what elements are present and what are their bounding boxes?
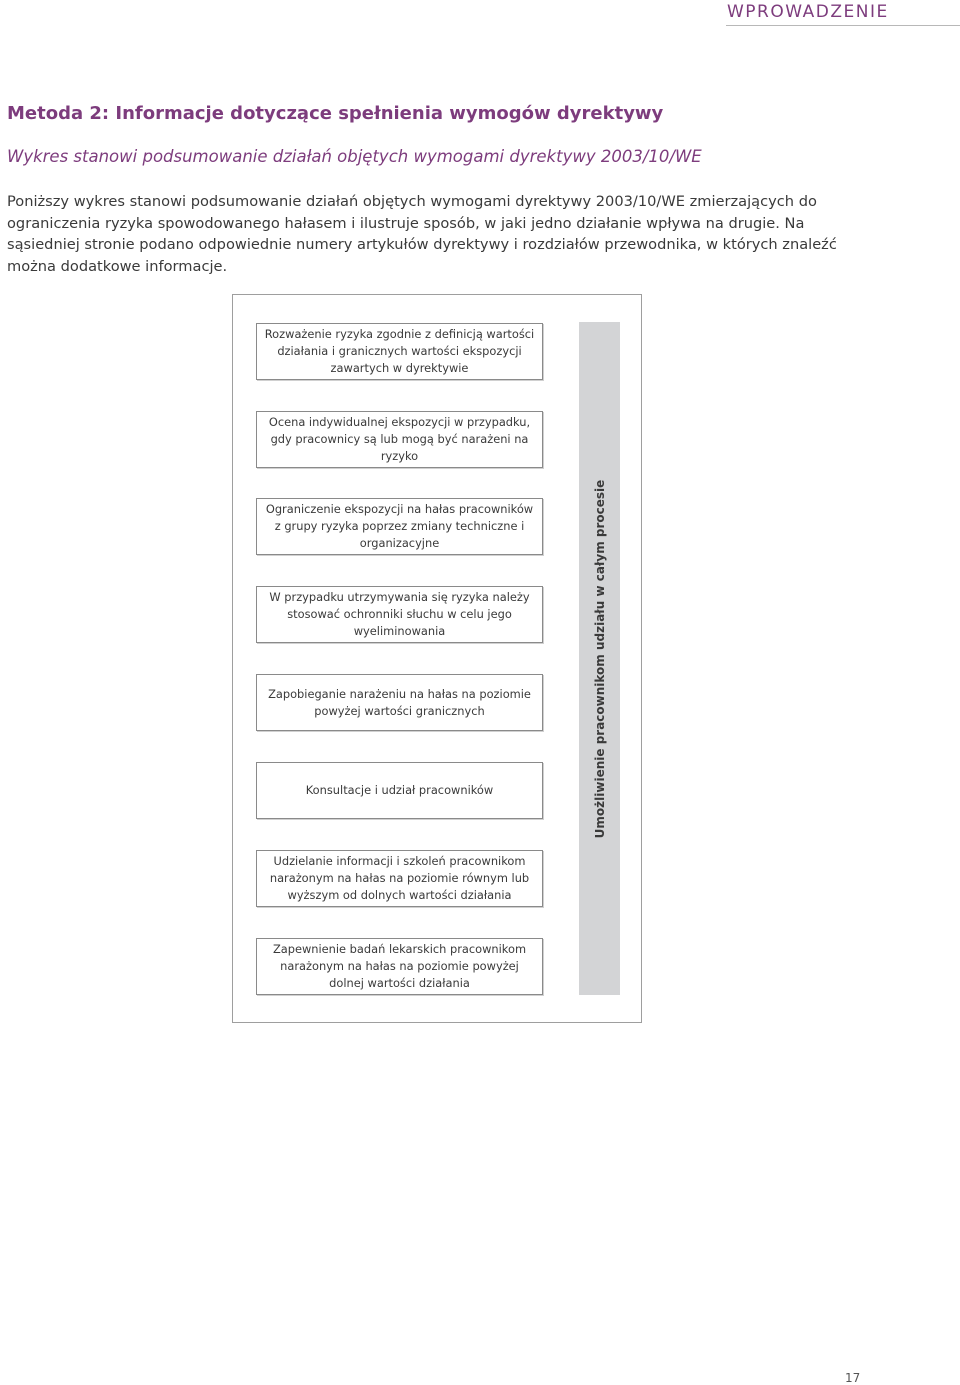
diagram-step-exposure-reduction: Ograniczenie ekspozycji na hałas pracowników z grupy ryzyka poprzez zmiany techniczne i organizacyjne <box>256 498 543 555</box>
diagram-step-information-training: Udzielanie informacji i szkoleń pracownikom narażonym na hałas na poziomie równym lub wyższym od dolnych wartości działania <box>256 850 543 907</box>
page-number: 17 <box>845 1371 861 1385</box>
diagram-step-exposure-assessment: Ocena indywidualnej ekspozycji w przypadku, gdy pracownicy są lub mogą być narażeni na ryzyko <box>256 411 543 468</box>
diagram-step-hearing-protection: W przypadku utrzymywania się ryzyka należy stosować ochronniki słuchu w celu jego wyeliminowania <box>256 586 543 643</box>
page-subheading: Wykres stanowi podsumowanie działań objętych wymogami dyrektywy 2003/10/WE <box>7 147 702 166</box>
header-divider <box>726 25 960 26</box>
diagram-step-health-surveillance: Zapewnienie badań lekarskich pracownikom narażonym na hałas na poziomie powyżej dolnej wartości działania <box>256 938 543 995</box>
diagram-step-limit-prevention: Zapobieganie narażeniu na hałas na poziomie powyżej wartości granicznych <box>256 674 543 731</box>
diagram-step-risk-consideration: Rozważenie ryzyka zgodnie z definicją wartości działania i granicznych wartości ekspozycji zawartych w dyrektywie <box>256 323 543 380</box>
diagram-sidebar-label: Umożliwienie pracownikom udziału w całym procesie <box>592 479 607 838</box>
section-label: WPROWADZENIE <box>727 2 889 22</box>
diagram-step-consultation: Konsultacje i udział pracowników <box>256 762 543 819</box>
intro-paragraph: Poniższy wykres stanowi podsumowanie działań objętych wymogami dyrektywy 2003/10/WE zmierzających do ograniczenia ryzyka spowodowanego hałasem i ilustruje sposób, w jaki jedno działanie wpływa na drugie. Na sąsiedniej stronie podano odpowiednie numery artykułów dyrektywy i rozdziałów przewodnika, w których znaleźć można dodatkowe informacje. <box>7 193 837 275</box>
diagram-sidebar <box>579 322 620 995</box>
page-heading: Metoda 2: Informacje dotyczące spełnienia wymogów dyrektywy <box>7 103 664 124</box>
